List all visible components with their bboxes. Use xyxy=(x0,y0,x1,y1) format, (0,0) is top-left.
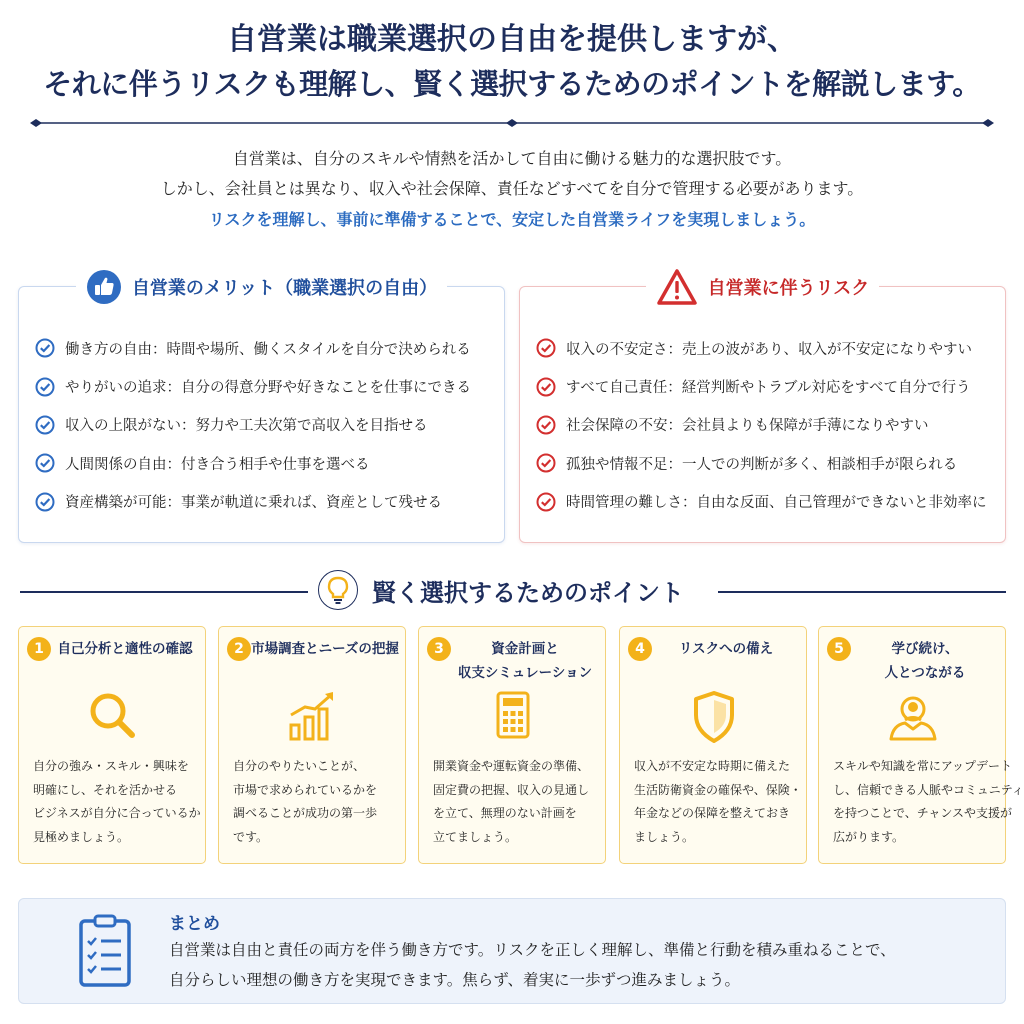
list-item: すべて自己責任：経営判断やトラブル対応をすべて自分で行う xyxy=(536,367,997,405)
card-number: 2 xyxy=(227,637,251,661)
thumbs-up-icon xyxy=(86,269,122,305)
divider-line-right xyxy=(718,591,1006,593)
risks-list xyxy=(536,329,997,521)
point-card-2 xyxy=(218,626,406,864)
intro-highlight: リスクを理解し、事前に準備することで、安定した自営業ライフを実現しましょう。 xyxy=(208,210,816,229)
card-description: 自分のやりたいことが、 市場で求められているかを 調べることが成功の第一歩 です。 xyxy=(233,759,378,844)
list-item: 収入の上限がない：努力や工夫次第で高収入を目指せる xyxy=(35,406,496,444)
summary-title: まとめ xyxy=(169,914,220,934)
check-circle-icon xyxy=(35,492,55,512)
list-item: 資産構築が可能：事業が軌道に乗れば、資産として残せる xyxy=(35,483,496,521)
intro-text xyxy=(0,144,1024,236)
lightbulb-icon xyxy=(318,570,358,610)
risks-title: 自営業に伴うリスク xyxy=(707,278,870,299)
intro-line-2: しかし、会社員とは異なり、収入や社会保障、責任などすべてを自分で管理する必要があります。 xyxy=(160,179,864,198)
intro-line-1: 自営業は、自分のスキルや情熱を活かして自由に働ける魅力的な選択肢です。 xyxy=(232,149,792,168)
card-title: 市場調査とニーズの把握 xyxy=(251,641,399,657)
people-network-icon xyxy=(883,689,943,745)
card-number: 1 xyxy=(27,637,51,661)
list-item: 収入の不安定さ：売上の波があり、収入が不安定になりやすい xyxy=(536,329,997,367)
card-number: 4 xyxy=(628,637,652,661)
card-description: スキルや知識を常にアップデート し、信頼できる人脈やコミュニティ を持つことで、チャンスや支援が 広がります。 xyxy=(833,759,1024,844)
point-card-4 xyxy=(619,626,807,864)
list-item: 孤独や情報不足：一人での判断が多く、相談相手が限られる xyxy=(536,444,997,482)
summary-box xyxy=(18,898,1006,1004)
merits-panel xyxy=(18,278,505,543)
card-description: 開業資金や運転資金の準備、 固定費の把握、収入の見通し を立て、無理のない計画を 立てましょう。 xyxy=(433,759,590,844)
title-line-2: それに伴うリスクも理解し、賢く選択するためのポイントを解説します。 xyxy=(43,67,981,101)
divider-line-left xyxy=(20,591,308,593)
check-circle-icon xyxy=(536,415,556,435)
check-circle-icon xyxy=(536,453,556,473)
merits-list xyxy=(35,329,496,521)
ornamental-divider xyxy=(30,118,994,128)
title-line-1: 自営業は職業選択の自由を提供しますが、 xyxy=(227,22,797,57)
clipboard-checklist-icon xyxy=(75,913,135,989)
check-circle-icon xyxy=(35,377,55,397)
check-circle-icon xyxy=(35,453,55,473)
list-item: 時間管理の難しさ：自由な反面、自己管理ができないと非効率に xyxy=(536,483,997,521)
list-item: 社会保障の不安：会社員よりも保障が手薄になりやすい xyxy=(536,406,997,444)
summary-body: 自営業は自由と責任の両方を伴う働き方です。リスクを正しく理解し、準備と行動を積み重ねることで、 自分らしい理想の働き方を実現できます。焦らず、着実に一歩ずつ進みましょう。 xyxy=(169,941,896,989)
point-card-1 xyxy=(18,626,206,864)
shield-icon xyxy=(684,689,744,745)
card-description: 自分の強み・スキル・興味を 明確にし、それを活かせる ビジネスが自分に合っているか 見極めましょう。 xyxy=(33,759,201,844)
check-circle-icon xyxy=(35,338,55,358)
points-title: 賢く選択するためのポイント xyxy=(372,577,684,607)
check-circle-icon xyxy=(35,415,55,435)
card-description: 収入が不安定な時期に備えた 生活防衛資金の確保や、保険・ 年金などの保障を整えておき ましょう。 xyxy=(634,759,802,844)
risks-header xyxy=(520,263,1005,311)
calculator-icon xyxy=(483,689,543,745)
point-card-3 xyxy=(418,626,606,864)
card-title: 自己分析と適性の確認 xyxy=(57,641,193,657)
card-number: 3 xyxy=(427,637,451,661)
list-item: 人間関係の自由：付き合う相手や仕事を選べる xyxy=(35,444,496,482)
list-item: やりがいの追求：自分の得意分野や好きなことを仕事にできる xyxy=(35,367,496,405)
card-number: 5 xyxy=(827,637,851,661)
check-circle-icon xyxy=(536,492,556,512)
magnifier-icon xyxy=(83,689,143,745)
warning-icon xyxy=(656,268,698,306)
risks-panel xyxy=(519,278,1006,543)
card-title: 資金計画と 収支シミュレーション xyxy=(457,641,593,681)
card-title: リスクへの備え xyxy=(678,641,774,657)
page-title xyxy=(0,18,1024,106)
points-section-header xyxy=(0,568,1024,614)
merits-header xyxy=(19,263,504,311)
growth-chart-icon xyxy=(283,689,343,745)
check-circle-icon xyxy=(536,377,556,397)
card-title: 学び続け、 人とつながる xyxy=(884,641,966,681)
merits-title: 自営業のメリット（職業選択の自由） xyxy=(131,278,438,299)
check-circle-icon xyxy=(536,338,556,358)
list-item: 働き方の自由：時間や場所、働くスタイルを自分で決められる xyxy=(35,329,496,367)
point-card-5 xyxy=(818,626,1024,864)
